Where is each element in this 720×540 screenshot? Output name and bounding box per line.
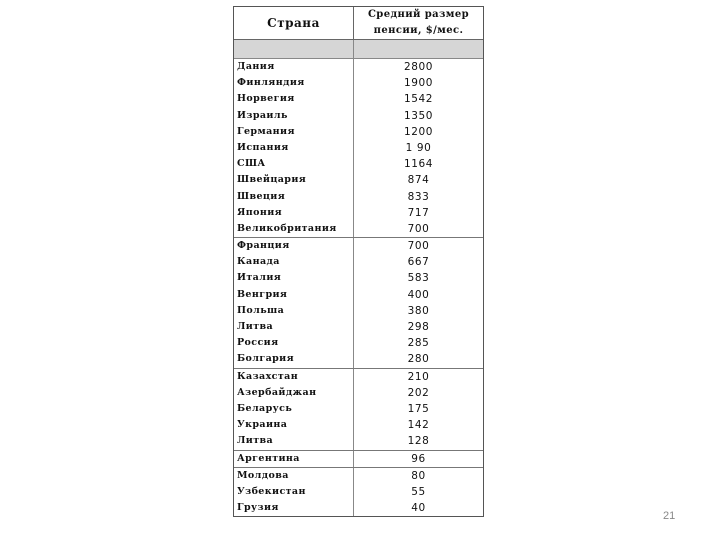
pension-cell: 400 [407,288,430,301]
table-row [234,189,483,205]
table-row [234,451,483,467]
row-group [234,238,483,369]
table-body [234,59,483,516]
pension-cell: 40 [411,502,426,515]
country-cell: Молдова [234,468,354,484]
table-header [234,7,483,40]
pension-cell: 667 [407,256,430,269]
table-row [234,238,483,254]
country-cell: США [234,156,354,172]
pension-cell: 202 [407,386,430,399]
country-cell: Норвегия [234,91,354,107]
pension-cell: 210 [407,370,430,383]
country-cell: Аргентина [234,451,354,467]
pension-cell: 1 90 [405,141,432,154]
table-row [234,385,483,401]
header-separator-row [234,40,483,59]
pension-cell: 1164 [403,158,434,171]
table-row [234,108,483,124]
country-cell: Дания [234,59,354,75]
row-group [234,59,483,238]
pension-cell: 142 [407,419,430,432]
table-row [234,140,483,156]
pension-cell: 80 [411,469,426,482]
country-cell: Канада [234,254,354,270]
table-row [234,221,483,237]
table-row [234,401,483,417]
pension-cell: 298 [407,321,430,333]
country-cell: Литва [234,319,354,335]
table-row [234,433,483,449]
table-row [234,59,483,75]
table-row [234,287,483,303]
row-group [234,451,483,468]
country-cell: Беларусь [234,401,354,417]
table-row [234,124,483,140]
table-row [234,335,483,351]
country-cell: Грузия [234,500,354,516]
table-row [234,254,483,270]
country-cell: Швейцария [234,172,354,188]
table-row [234,417,483,433]
table-row [234,156,483,172]
country-cell: Украина [234,417,354,433]
table-row [234,205,483,221]
table-row [234,75,483,91]
country-cell: Узбекистан [234,484,354,500]
pension-cell: 2800 [403,61,434,73]
country-cell: Польша [234,303,354,319]
pension-cell: 700 [407,240,430,253]
table-row [234,303,483,319]
table-row [234,500,483,516]
pension-cell: 1542 [403,93,434,106]
pension-cell: 833 [407,190,430,203]
country-cell: Россия [234,335,354,351]
country-cell: Азербайджан [234,385,354,401]
country-cell: Венгрия [234,287,354,303]
pension-cell: 380 [407,304,430,317]
pension-table [233,6,484,517]
country-cell: Испания [234,140,354,156]
header-pension [354,7,483,39]
table-row [234,91,483,107]
country-cell: Великобритания [234,221,354,237]
country-cell: Финляндия [234,75,354,91]
country-cell: Израиль [234,108,354,124]
table-row [234,319,483,335]
header-pension-line1: Средний размер [367,9,470,20]
pension-cell: 874 [407,174,430,187]
pension-cell: 583 [407,272,430,285]
country-cell: Швеция [234,189,354,205]
pension-cell: 1900 [403,77,434,90]
country-cell: Литва [234,433,354,449]
pension-cell: 55 [411,485,426,498]
header-pension-line2: пенсии, $/мес. [373,25,464,36]
country-cell: Казахстан [234,369,354,385]
pension-cell: 717 [407,206,430,219]
country-cell: Германия [234,124,354,140]
pension-cell: 96 [411,452,426,465]
header-country: Страна [234,7,354,39]
country-cell: Япония [234,205,354,221]
table-row [234,369,483,385]
row-group [234,468,483,517]
pension-cell: 285 [407,337,430,350]
pension-cell: 1350 [403,109,434,122]
pension-cell: 1200 [403,125,434,138]
page-number: 21 [663,510,676,522]
table-row [234,468,483,484]
table-row [234,172,483,188]
country-cell: Франция [234,238,354,254]
pension-cell: 700 [407,222,430,235]
table-row [234,484,483,500]
table-row [234,351,483,367]
country-cell: Италия [234,270,354,286]
row-group [234,369,483,451]
country-cell: Болгария [234,351,354,367]
table-row [234,270,483,286]
pension-cell: 280 [407,353,430,366]
pension-cell: 175 [407,402,430,415]
pension-cell: 128 [407,435,430,448]
